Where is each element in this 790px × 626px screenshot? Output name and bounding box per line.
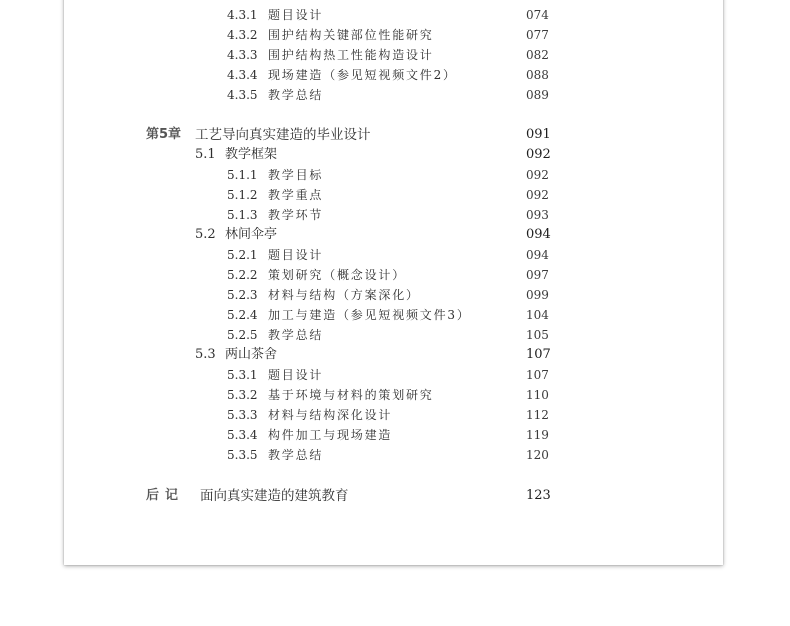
toc-entry-number: 5.3.2: [227, 388, 258, 402]
toc-entry-number: 5.3: [195, 347, 216, 362]
toc-entry-number: 5.3.1: [227, 368, 258, 382]
toc-entry-page: 092: [526, 147, 551, 162]
toc-entry-number: 5.2.5: [227, 328, 258, 342]
toc-entry-page: 105: [526, 328, 549, 342]
toc-entry-number: 4.3.5: [227, 88, 258, 102]
toc-entry-title: 教学总结: [268, 328, 324, 342]
toc-entry-number: 4.3.4: [227, 68, 258, 82]
toc-entry-page: 077: [526, 28, 549, 42]
toc-entry-5-2-5: [64, 326, 723, 344]
toc-entry-page: 092: [526, 188, 549, 202]
toc-entry-number: 5.2.3: [227, 288, 258, 302]
toc-entry-4-3-1: [64, 6, 723, 24]
toc-entry-page: 107: [526, 347, 551, 362]
toc-entry-title: 教学环节: [268, 208, 324, 222]
toc-entry-page: 094: [526, 227, 551, 242]
toc-entry-title: 教学总结: [268, 88, 324, 102]
toc-entry-title: 两山茶舍: [225, 347, 278, 362]
toc-entry-title: 构件加工与现场建造: [268, 428, 393, 442]
toc-entry-title: 围护结构热工性能构造设计: [268, 48, 434, 62]
toc-entry-number: 5.2.2: [227, 268, 258, 282]
toc-entry-page: 107: [526, 368, 549, 382]
toc-entry-page: 094: [526, 248, 549, 262]
toc-entry-title: 教学总结: [268, 448, 324, 462]
toc-entry-number: 4.3.3: [227, 48, 258, 62]
toc-entry-title: 题目设计: [268, 8, 324, 22]
toc-entry-5-2-1: [64, 246, 723, 264]
chapter-title: 工艺导向真实建造的毕业设计: [195, 127, 371, 143]
toc-entry-5-3-2: [64, 386, 723, 404]
toc-entry-number: 5.1.3: [227, 208, 258, 222]
toc-entry-5-2-4: [64, 306, 723, 324]
toc-entry-number: 5.1.2: [227, 188, 258, 202]
toc-entry-page: 110: [526, 388, 549, 402]
toc-entry-5-1-1: [64, 166, 723, 184]
toc-entry-title: 题目设计: [268, 248, 324, 262]
toc-entry-5-2-2: [64, 266, 723, 284]
toc-entry-page: 120: [526, 448, 549, 462]
toc-entry-page: 091: [526, 127, 551, 142]
toc-entry-title: 围护结构关键部位性能研究: [268, 28, 434, 42]
toc-entry-title: 材料与结构深化设计: [268, 408, 393, 422]
toc-entry-title: 题目设计: [268, 368, 324, 382]
toc-entry-page: 123: [526, 488, 551, 503]
toc-entry-5-1-2: [64, 186, 723, 204]
toc-entry-number: 5.3.3: [227, 408, 258, 422]
toc-entry-5-3-1: [64, 366, 723, 384]
toc-entry-4-3-4: [64, 66, 723, 84]
toc-entry-page: 097: [526, 268, 549, 282]
afterword-title: 面向真实建造的建筑教育: [200, 488, 349, 504]
toc-entry-title: 现场建造（参见短视频文件2）: [268, 68, 457, 82]
toc-entry-number: 4.3.1: [227, 8, 258, 22]
toc-entry-5-3-4: [64, 426, 723, 444]
toc-entry-5-2-3: [64, 286, 723, 304]
toc-entry-number: 5.2.1: [227, 248, 258, 262]
afterword-label: 后记: [146, 488, 185, 503]
toc-entry-page: 082: [526, 48, 549, 62]
toc-entry-number: 5.2: [195, 227, 216, 242]
toc-chapter-5: [64, 126, 723, 144]
toc-afterword: [64, 487, 723, 505]
toc-section-5-1: [64, 146, 723, 164]
toc-entry-page: 074: [526, 8, 549, 22]
toc-section-5-2: [64, 226, 723, 244]
chapter-label: 第5章: [146, 127, 182, 142]
toc-entry-number: 5.2.4: [227, 308, 258, 322]
toc-entry-number: 4.3.2: [227, 28, 258, 42]
document-page: [64, 0, 723, 565]
toc-entry-4-3-5: [64, 86, 723, 104]
toc-entry-page: 104: [526, 308, 549, 322]
toc-entry-4-3-2: [64, 26, 723, 44]
toc-entry-title: 加工与建造（参见短视频文件3）: [268, 308, 471, 322]
toc-entry-page: 088: [526, 68, 549, 82]
toc-entry-5-1-3: [64, 206, 723, 224]
toc-entry-page: 092: [526, 168, 549, 182]
toc-entry-page: 119: [526, 428, 549, 442]
toc-entry-title: 林间伞亭: [225, 227, 278, 242]
toc-entry-5-3-3: [64, 406, 723, 424]
toc-entry-title: 材料与结构（方案深化）: [268, 288, 420, 302]
toc-entry-title: 基于环境与材料的策划研究: [268, 388, 434, 402]
toc-entry-number: 5.3.4: [227, 428, 258, 442]
toc-section-5-3: [64, 346, 723, 364]
toc-entry-number: 5.1.1: [227, 168, 258, 182]
toc-entry-title: 教学目标: [268, 168, 324, 182]
toc-entry-4-3-3: [64, 46, 723, 64]
toc-entry-page: 089: [526, 88, 549, 102]
toc-entry-page: 112: [526, 408, 549, 422]
toc-entry-5-3-5: [64, 446, 723, 464]
toc-entry-page: 099: [526, 288, 549, 302]
toc-entry-number: 5.1: [195, 147, 216, 162]
toc-entry-page: 093: [526, 208, 549, 222]
toc-entry-title: 教学框架: [225, 147, 278, 162]
toc-entry-title: 策划研究（概念设计）: [268, 268, 407, 282]
toc-entry-number: 5.3.5: [227, 448, 258, 462]
toc-entry-title: 教学重点: [268, 188, 324, 202]
